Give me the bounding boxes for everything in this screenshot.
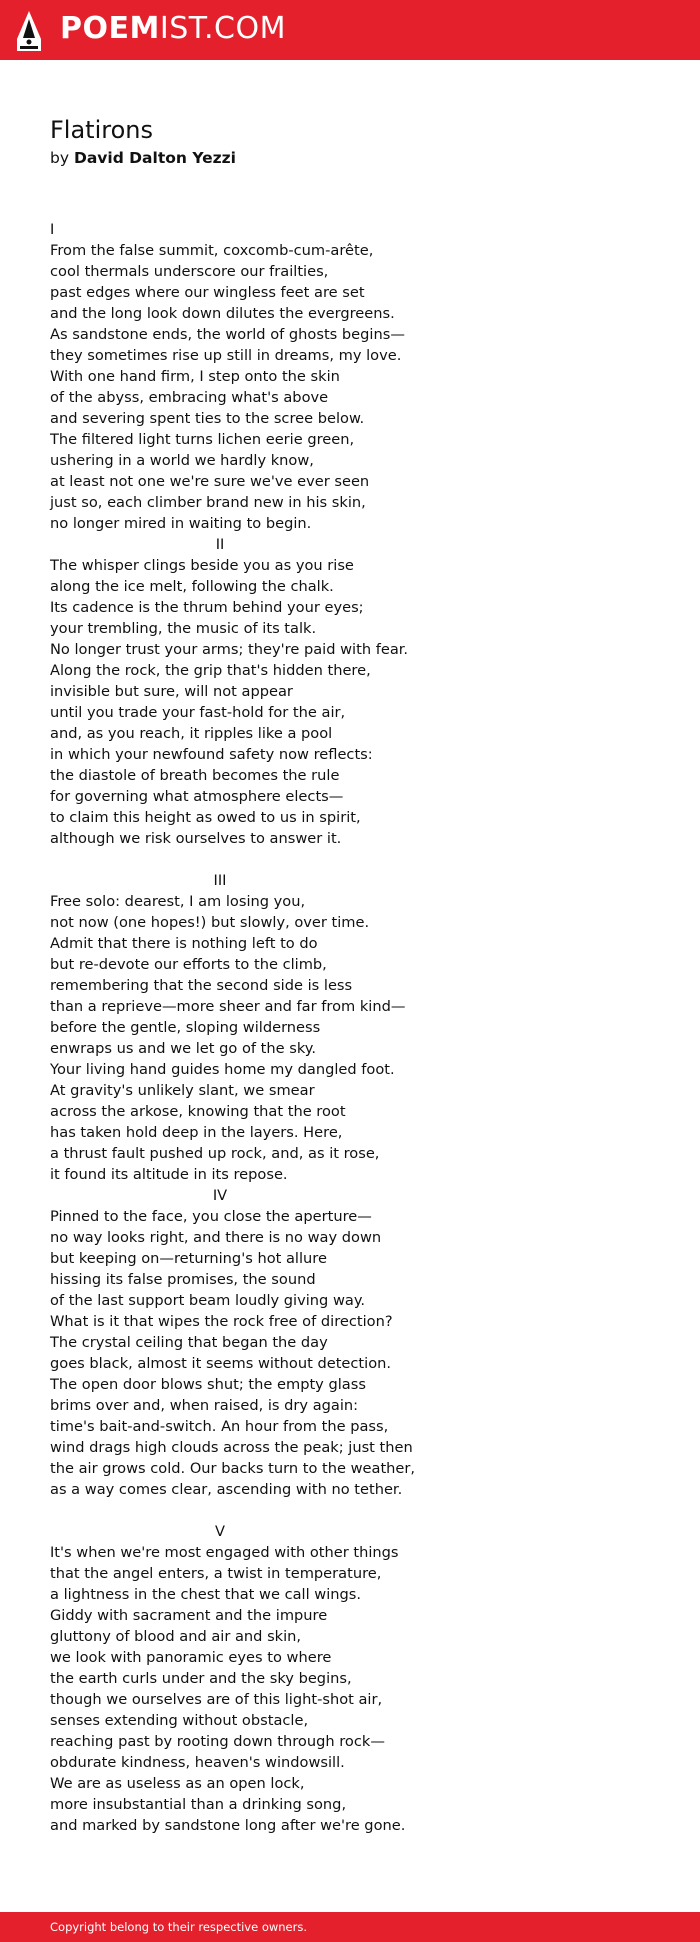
poem-line: With one hand firm, I step onto the skin <box>50 368 340 385</box>
poem-line: and severing spent ties to the scree below. <box>50 410 365 427</box>
poem-line: along the ice melt, following the chalk. <box>50 578 334 595</box>
poem-line: we look with panoramic eyes to where <box>50 1649 332 1666</box>
poem-line: and, as you reach, it ripples like a pool <box>50 725 333 742</box>
stanza-spacer <box>50 849 650 870</box>
poem-line: your trembling, the music of its talk. <box>50 620 317 637</box>
poem-line: of the abyss, embracing what's above <box>50 389 329 406</box>
by-label: by <box>50 149 70 167</box>
poem-line: At gravity's unlikely slant, we smear <box>50 1082 315 1099</box>
poem-line: past edges where our wingless feet are set <box>50 284 365 301</box>
poem-line: before the gentle, sloping wilderness <box>50 1019 321 1036</box>
poem-line: From the false summit, coxcomb-cum-arête, <box>50 242 374 259</box>
poem-line: It's when we're most engaged with other things <box>50 1544 399 1561</box>
poem-line: it found its altitude in its repose. <box>50 1166 288 1183</box>
poem-line: the diastole of breath becomes the rule <box>50 767 340 784</box>
poem-line: We are as useless as an open lock, <box>50 1775 305 1792</box>
poem-line: they sometimes rise up still in dreams, my love. <box>50 347 402 364</box>
poem-line: across the arkose, knowing that the root <box>50 1103 346 1120</box>
poem-line: a lightness in the chest that we call wings. <box>50 1586 362 1603</box>
poem-line: wind drags high clouds across the peak; just then <box>50 1439 413 1456</box>
poem-line: a thrust fault pushed up rock, and, as it rose, <box>50 1145 380 1162</box>
section-number: I <box>50 221 55 238</box>
site-footer <box>0 1912 700 1942</box>
poem-line: the earth curls under and the sky begins, <box>50 1670 352 1687</box>
poem-line: and marked by sandstone long after we're gone. <box>50 1817 406 1834</box>
poem-line: invisible but sure, will not appear <box>50 683 293 700</box>
poem-line: hissing its false promises, the sound <box>50 1271 316 1288</box>
poem-line: no longer mired in waiting to begin. <box>50 515 312 532</box>
author-name[interactable]: David Dalton Yezzi <box>73 149 236 167</box>
poem-line: of the last support beam loudly giving way. <box>50 1292 366 1309</box>
poem-line: No longer trust your arms; they're paid with fear. <box>50 641 409 658</box>
poem-line: Free solo: dearest, I am losing you, <box>50 893 306 910</box>
poem-line: The whisper clings beside you as you rise <box>50 557 354 574</box>
poem-line: remembering that the second side is less <box>50 977 353 994</box>
poem-line: than a reprieve—more sheer and far from kind— <box>50 998 406 1015</box>
poem-line: ushering in a world we hardly know, <box>50 452 314 469</box>
poem-line: Its cadence is the thrum behind your eyes; <box>50 599 364 616</box>
poem-line: cool thermals underscore our frailties, <box>50 263 329 280</box>
poem-line: The filtered light turns lichen eerie green, <box>50 431 355 448</box>
logo-bold-text: POEM <box>60 11 160 46</box>
site-logo[interactable] <box>60 11 286 47</box>
poem-line: The crystal ceiling that began the day <box>50 1334 328 1351</box>
pen-nib-icon[interactable] <box>17 11 41 51</box>
logo-light-text: IST.COM <box>159 11 286 46</box>
poem-line: enwraps us and we let go of the sky. <box>50 1040 316 1057</box>
poem-line: until you trade your fast-hold for the air, <box>50 704 346 721</box>
poem-line: has taken hold deep in the layers. Here, <box>50 1124 343 1141</box>
poem-line: The open door blows shut; the empty glass <box>50 1376 366 1393</box>
poem-line: reaching past by rooting down through rock— <box>50 1733 385 1750</box>
poem-line: brims over and, when raised, is dry again: <box>50 1397 359 1414</box>
poem-line: and the long look down dilutes the evergreens. <box>50 305 395 322</box>
poem-line: Your living hand guides home my dangled foot. <box>50 1061 395 1078</box>
poem-line: but keeping on—returning's hot allure <box>50 1250 327 1267</box>
poem-line: time's bait-and-switch. An hour from the pass, <box>50 1418 389 1435</box>
poem-line: though we ourselves are of this light-shot air, <box>50 1691 383 1708</box>
poem-line: obdurate kindness, heaven's windowsill. <box>50 1754 345 1771</box>
poem-line: but re-devote our efforts to the climb, <box>50 956 327 973</box>
poem-line: for governing what atmosphere elects— <box>50 788 344 805</box>
stanza-spacer <box>50 1500 650 1521</box>
section-number: II <box>215 536 225 553</box>
poem-line: not now (one hopes!) but slowly, over time. <box>50 914 370 931</box>
poem-line: just so, each climber brand new in his skin, <box>50 494 366 511</box>
poem-line: senses extending without obstacle, <box>50 1712 309 1729</box>
poem-line: Pinned to the face, you close the aperture— <box>50 1208 372 1225</box>
copyright-notice: Copyright belong to their respective owners. <box>50 1920 308 1934</box>
poem-line: Admit that there is nothing left to do <box>50 935 318 952</box>
poem-line: As sandstone ends, the world of ghosts begins— <box>50 326 405 343</box>
poem-line: Along the rock, the grip that's hidden there, <box>50 662 371 679</box>
section-number: III <box>213 872 227 889</box>
poem-body <box>50 219 650 1836</box>
poem-line: although we risk ourselves to answer it. <box>50 830 342 847</box>
poem-line: to claim this height as owed to us in spirit, <box>50 809 361 826</box>
byline <box>50 147 236 169</box>
poem-line: goes black, almost it seems without detection. <box>50 1355 392 1372</box>
section-number: V <box>215 1523 225 1540</box>
poem-title: Flatirons <box>50 116 153 144</box>
site-header <box>0 0 700 60</box>
poem-line: What is it that wipes the rock free of direction? <box>50 1313 393 1330</box>
section-number: IV <box>212 1187 228 1204</box>
poem-line: more insubstantial than a drinking song, <box>50 1796 347 1813</box>
poem-line: as a way comes clear, ascending with no tether. <box>50 1481 403 1498</box>
poem-line: in which your newfound safety now reflects: <box>50 746 373 763</box>
poem-line: that the angel enters, a twist in temperature, <box>50 1565 382 1582</box>
poem-line: at least not one we're sure we've ever seen <box>50 473 370 490</box>
poem-line: gluttony of blood and air and skin, <box>50 1628 302 1645</box>
poem-line: Giddy with sacrament and the impure <box>50 1607 328 1624</box>
poem-line: no way looks right, and there is no way down <box>50 1229 382 1246</box>
poem-line: the air grows cold. Our backs turn to the weather, <box>50 1460 416 1477</box>
